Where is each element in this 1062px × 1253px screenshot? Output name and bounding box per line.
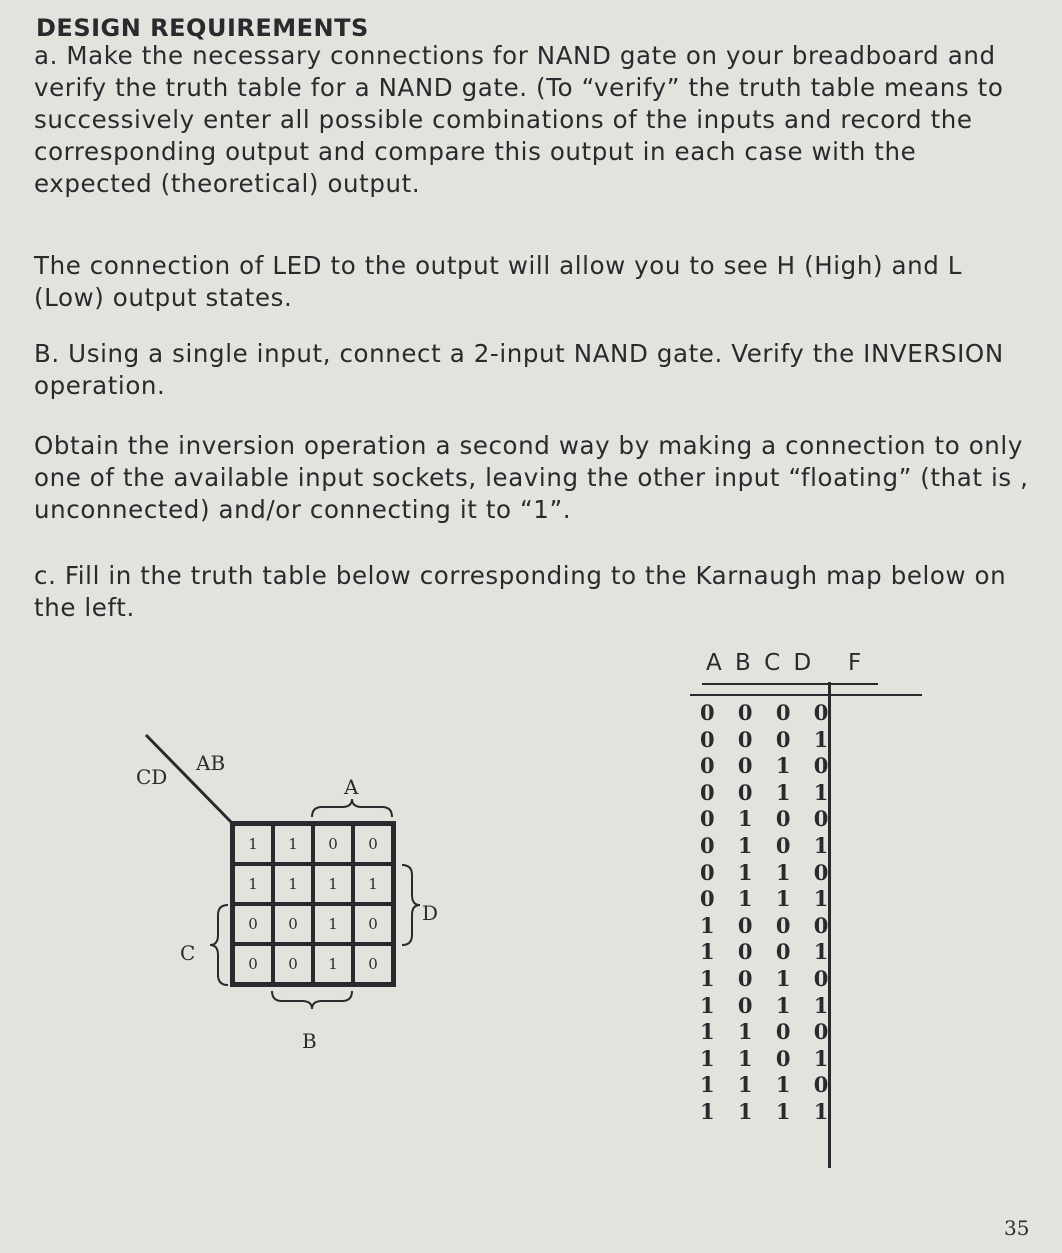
- table-row: 1 1 1 0: [700, 1072, 837, 1098]
- truth-table: [690, 650, 930, 1170]
- text-line: c. Fill in the truth table below corresponding to the Karnaugh map below on: [34, 561, 1007, 590]
- truth-table-input-header: A B C D: [706, 650, 815, 676]
- brace-d: [402, 865, 420, 945]
- table-row: 0 0 1 1: [700, 779, 837, 805]
- kmap-cell: 1: [313, 904, 353, 944]
- table-row: 0 1 0 1: [700, 832, 837, 858]
- brace-b: [272, 991, 352, 1009]
- kmap-cell: 1: [233, 864, 273, 904]
- table-row: 0 1 1 0: [700, 859, 837, 885]
- text-line: verify the truth table for a NAND gate. (To “verify” the truth table means to: [34, 73, 1004, 102]
- table-row: 1 1 0 0: [700, 1019, 837, 1045]
- table-row: 0 1 1 1: [700, 886, 837, 912]
- table-row: 1 0 1 0: [700, 965, 837, 991]
- text-line: operation.: [34, 371, 166, 400]
- text-line: one of the available input sockets, leaving the other input “floating” (that is ,: [34, 463, 1029, 492]
- truth-table-rows: [700, 700, 836, 1126]
- header-underline: [702, 683, 878, 685]
- table-horizontal-rule: [690, 694, 922, 696]
- kmap-cell: 0: [353, 824, 393, 864]
- kmap-cell: 1: [313, 864, 353, 904]
- text-line: a. Make the necessary connections for NAND gate on your breadboard and: [34, 41, 996, 70]
- kmap-cell: 1: [273, 864, 313, 904]
- kmap-label-d: D: [422, 901, 439, 925]
- kmap-cell: 0: [353, 944, 393, 984]
- brace-a: [312, 799, 392, 817]
- text-line: (Low) output states.: [34, 283, 293, 312]
- truth-table-output-header: F: [848, 650, 862, 676]
- kmap-cell: 1: [233, 824, 273, 864]
- table-row: 1 0 0 0: [700, 912, 837, 938]
- kmap-label-cd: CD: [136, 765, 168, 789]
- table-row: 1 0 1 1: [700, 992, 837, 1018]
- table-row: 0 1 0 0: [700, 806, 837, 832]
- kmap-cell: 0: [273, 944, 313, 984]
- kmap-label-ab: AB: [196, 751, 226, 775]
- text-line: The connection of LED to the output will allow you to see H (High) and L: [34, 251, 963, 280]
- text-line: the left.: [34, 593, 135, 622]
- paragraph-c: [34, 560, 1034, 624]
- table-row: 1 1 1 1: [700, 1098, 837, 1124]
- paragraph-led: [34, 250, 1034, 314]
- paragraph-a: [34, 40, 1034, 200]
- kmap-grid: [230, 821, 396, 987]
- kmap-cell: 0: [233, 944, 273, 984]
- text-line: successively enter all possible combinations of the inputs and record the: [34, 105, 973, 134]
- kmap-cell: 1: [313, 944, 353, 984]
- paragraph-obtain: [34, 430, 1034, 526]
- kmap-cell: 0: [233, 904, 273, 944]
- kmap-cell: 0: [313, 824, 353, 864]
- kmap-cell: 1: [353, 864, 393, 904]
- table-row: 0 0 0 1: [700, 726, 837, 752]
- karnaugh-map: [130, 725, 450, 1065]
- table-row: 1 0 0 1: [700, 939, 837, 965]
- kmap-cell: 0: [353, 904, 393, 944]
- text-line: B. Using a single input, connect a 2-input NAND gate. Verify the INVERSION: [34, 339, 1004, 368]
- section-heading: DESIGN REQUIREMENTS: [36, 14, 369, 42]
- table-row: 1 1 0 1: [700, 1045, 837, 1071]
- text-line: unconnected) and/or connecting it to “1”.: [34, 495, 572, 524]
- table-row: 0 0 0 0: [700, 700, 837, 725]
- brace-c: [210, 905, 228, 985]
- page-number: 35: [1004, 1216, 1030, 1240]
- text-line: expected (theoretical) output.: [34, 169, 421, 198]
- kmap-label-a: A: [344, 775, 359, 799]
- kmap-cell: 0: [273, 904, 313, 944]
- paragraph-b: [34, 338, 1034, 402]
- text-line: corresponding output and compare this output in each case with the: [34, 137, 917, 166]
- table-row: 0 0 1 0: [700, 753, 837, 779]
- text-line: Obtain the inversion operation a second way by making a connection to only: [34, 431, 1023, 460]
- kmap-label-c: C: [180, 941, 196, 965]
- kmap-label-b: B: [302, 1029, 317, 1053]
- kmap-cell: 1: [273, 824, 313, 864]
